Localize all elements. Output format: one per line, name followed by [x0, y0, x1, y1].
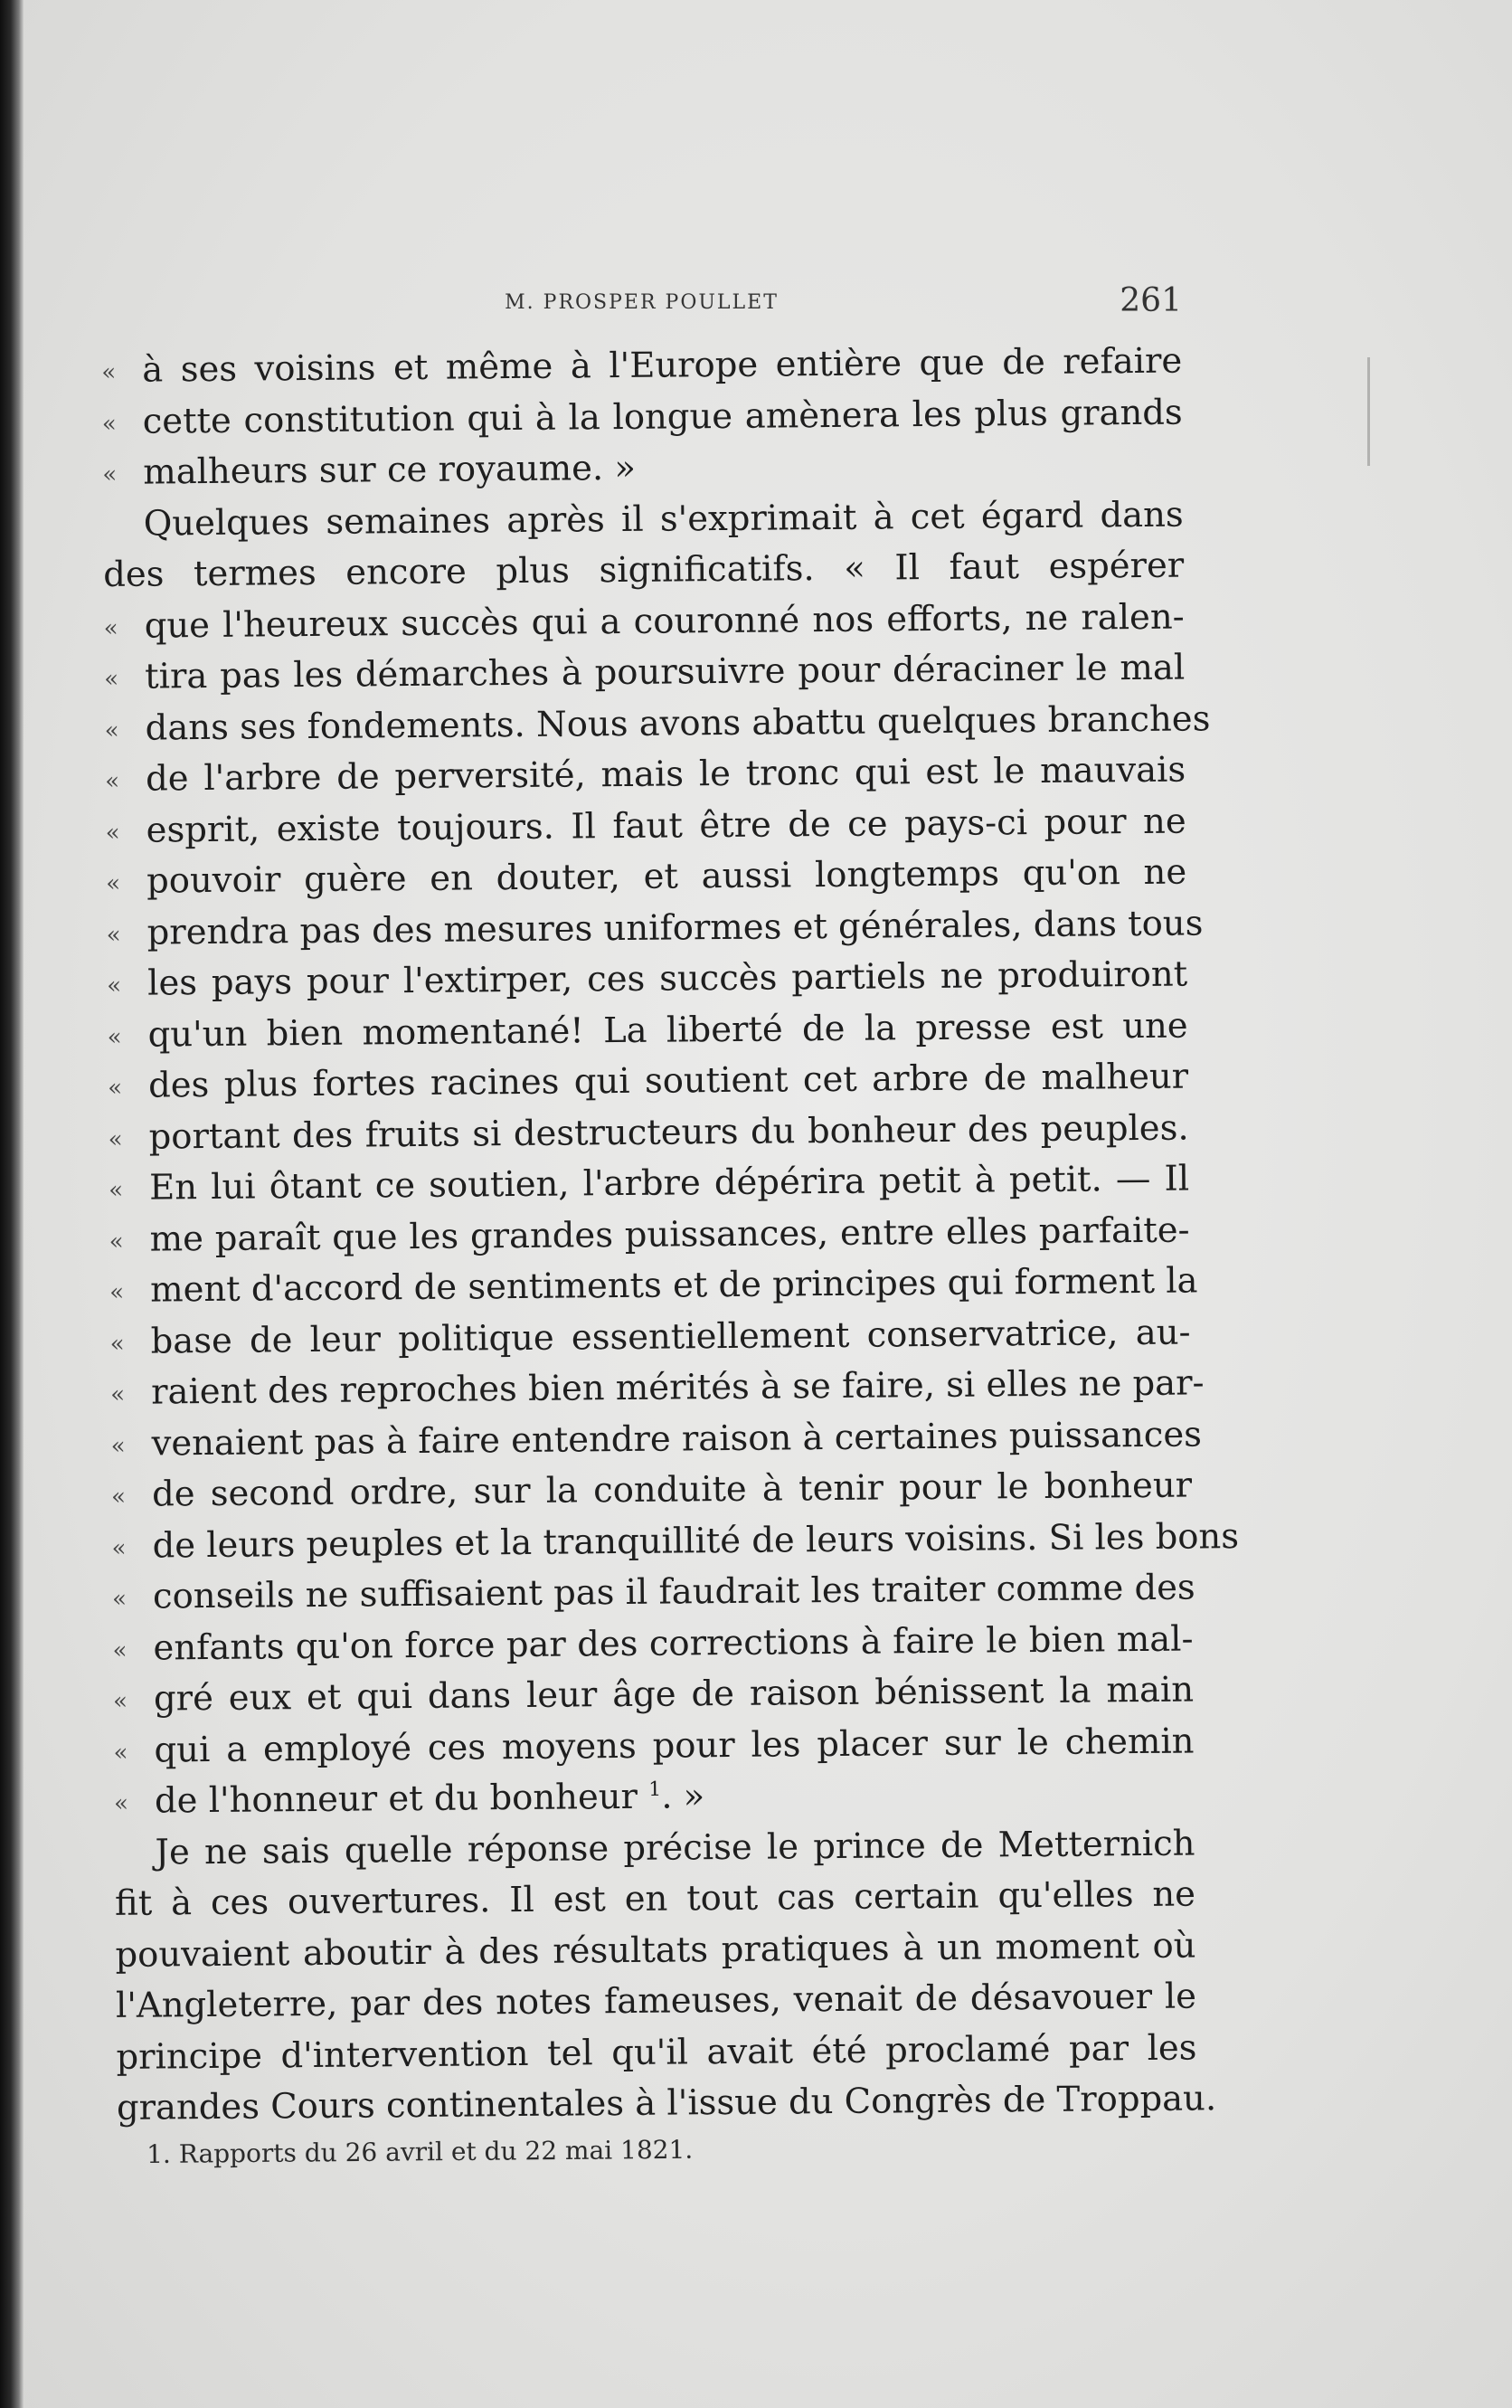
text-line: « conseils ne suffisaient pas il faudrait les traiter comme des [112, 1563, 1193, 1624]
text-line: pouvaient aboutir à des résultats pratiques à un moment où [115, 1925, 1196, 1976]
margin-mark [1367, 357, 1374, 466]
text-line: « qui a employé ces moyens pour les placer sur le chemin [113, 1716, 1194, 1777]
text-line: « malheurs sur ce royaume. » [102, 439, 1183, 499]
text-line: grandes Cours continentales à l'issue du Congrès de Troppau. [116, 2078, 1217, 2128]
text-line: « des plus fortes racines qui soutient cet arbre de malheur [108, 1052, 1188, 1113]
text-line: « gré eux et qui dans leur âge de raison bénissent la main [113, 1665, 1194, 1726]
text-line: « portant des fruits si destructeurs du bonheur des peuples. [108, 1103, 1188, 1163]
text-line: « de leurs peuples et la tranquillité de leurs voisins. Si les bons [111, 1512, 1192, 1572]
text-line: « venaient pas à faire entendre raison à certaines puissances [110, 1409, 1191, 1470]
text-line: « cette constitution qui à la longue amènera les plus grands [101, 387, 1182, 448]
text-line: « que l'heureux succès qui a couronné nos efforts, ne ralen- [103, 592, 1184, 652]
text-line: « qu'un bien momentané! La liberté de la presse est une [107, 1000, 1187, 1061]
text-line: « raient des reproches bien mérités à se faire, si elles ne par- [110, 1359, 1191, 1419]
text-line-content: de l'honneur et du bonheur [154, 1776, 638, 1822]
text-line [114, 1768, 1195, 1828]
page-header [101, 282, 1182, 324]
text-line: « me paraît que les grandes puissances, entre elles parfaite- [109, 1205, 1189, 1266]
text-line: « de l'arbre de perversité, mais le tronc qui est le mauvais [105, 745, 1186, 806]
text-line: « les pays pour l'extirper, ces succès partiels ne produiront [107, 950, 1187, 1010]
footnote: 1. Rapports du 26 avril et du 22 mai 1821. [146, 2134, 694, 2169]
text-line: « pouvoir guère en douter, et aussi longtemps qu'on ne [106, 848, 1186, 908]
text-line: « tira pas les démarches à poursuivre pour déraciner le mal [104, 643, 1185, 704]
text-line: « ment d'accord de sentiments et de principes qui forment la [109, 1256, 1190, 1317]
body-text [101, 337, 1240, 2135]
running-head: M. PROSPER POULLET [505, 291, 779, 314]
footnote-marker: 1 [648, 1778, 662, 1801]
text-line: fit à ces ouvertures. Il est en tout cas certain qu'elles ne [114, 1873, 1196, 1924]
book-spine-shadow [0, 0, 24, 2408]
closing-quote: . » [661, 1776, 705, 1817]
text-line: l'Angleterre, par des notes fameuses, venait de désavouer le [115, 1976, 1197, 2026]
text-line: Je ne sais quelle réponse précise le prince de Metternich [155, 1823, 1195, 1873]
text-line: « de second ordre, sur la conduite à tenir pour le bonheur [111, 1461, 1192, 1522]
text-line: « prendra pas des mesures uniformes et générales, dans tous [106, 898, 1186, 959]
text-line: principe d'intervention tel qu'il avait été proclamé par les [116, 2027, 1197, 2078]
page-number: 261 [1120, 282, 1182, 319]
text-line: Quelques semaines après il s'exprimait à cet égard dans [143, 494, 1184, 545]
text-line: « base de leur politique essentiellement conservatrice, au- [109, 1307, 1190, 1368]
text-line: « à ses voisins et même à l'Europe entière que de refaire [101, 337, 1182, 397]
text-line: « dans ses fondements. Nous avons abattu quelques branches [104, 694, 1185, 754]
text-line: « En lui ôtant ce soutien, l'arbre dépérira petit à petit. — Il [109, 1154, 1189, 1215]
text-line: « enfants qu'on force par des corrections à faire le bien mal- [112, 1614, 1193, 1674]
text-line: des termes encore plus significatifs. « Il faut espérer [103, 545, 1185, 595]
text-line: « esprit, existe toujours. Il faut être de ce pays-ci pour ne [105, 796, 1186, 857]
